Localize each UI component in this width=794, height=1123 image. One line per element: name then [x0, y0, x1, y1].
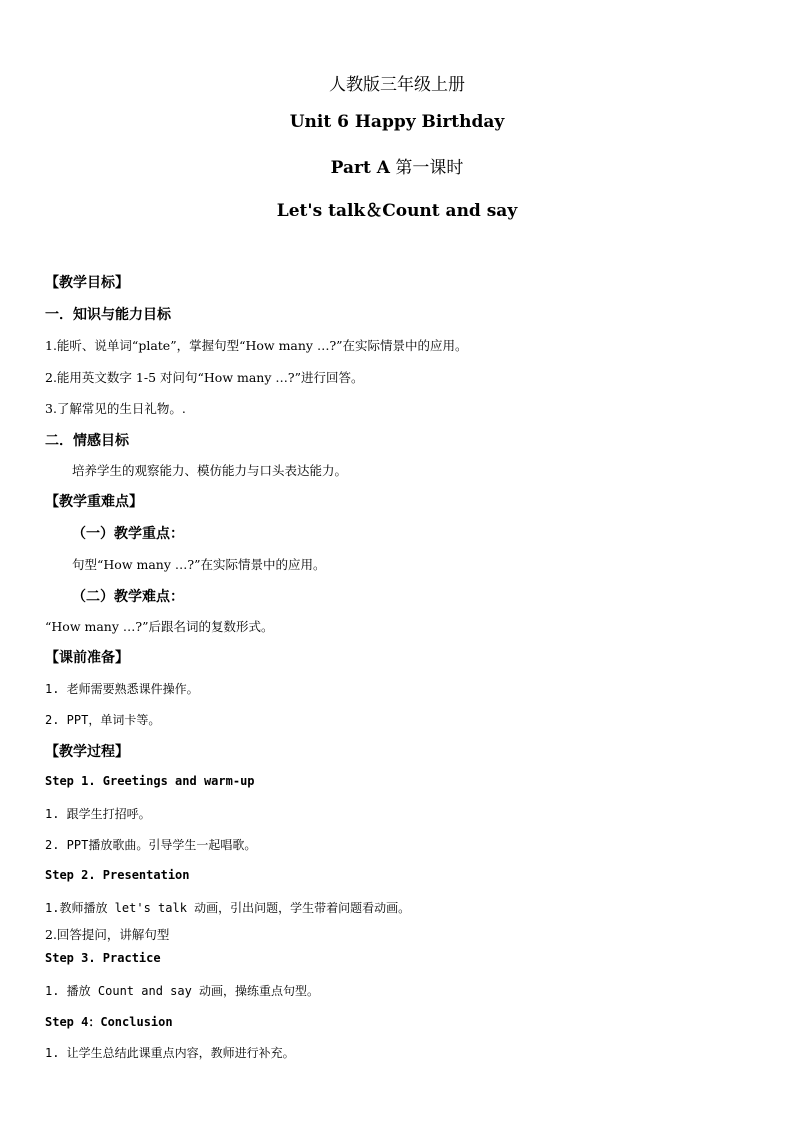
step-4-item-1: 1. 让学生总结此课重点内容，教师进行补充。 — [45, 1046, 295, 1060]
prep-item-2: 2. PPT，单词卡等。 — [45, 713, 161, 727]
emotion-item: 培养学生的观察能力、模仿能力与口头表达能力。 — [72, 463, 348, 478]
prep-heading: 【课前准备】 — [45, 650, 129, 666]
objective-item-1: 1.能听、说单词“plate”，掌握句型“How many …?”在实际情景中的应用。 — [45, 338, 468, 353]
step-2-title: Step 2. Presentation — [45, 868, 190, 882]
step-1-title: Step 1. Greetings and warm-up — [45, 774, 255, 788]
keypoints-heading: 【教学重难点】 — [45, 494, 143, 510]
step-4-title: Step 4：Conclusion — [45, 1015, 173, 1029]
lesson-part — [0, 153, 794, 178]
difficulty-heading: （二）教学难点： — [72, 589, 184, 605]
step-3-item-1: 1. 播放 Count and say 动画，操练重点句型。 — [45, 984, 320, 998]
lesson-period: 第一课时 — [389, 158, 464, 178]
objective-item-3: 3.了解常见的生日礼物。. — [45, 401, 186, 416]
step-1-item-2: 2. PPT播放歌曲。引导学生一起唱歌。 — [45, 838, 257, 852]
textbook-title: 人教版三年级上册 — [329, 75, 465, 95]
emotion-heading: 二．情感目标 — [45, 433, 129, 449]
key-point-heading: （一）教学重点： — [72, 526, 184, 542]
objectives-heading: 【教学目标】 — [45, 275, 129, 291]
unit-title: Unit 6 Happy Birthday — [289, 112, 505, 132]
difficulty-text: “How many …?”后跟名词的复数形式。 — [45, 619, 274, 634]
part-label: Part A — [330, 158, 390, 178]
key-point-text: 句型“How many …?”在实际情景中的应用。 — [72, 557, 326, 572]
knowledge-ability-heading: 一．知识与能力目标 — [45, 307, 171, 323]
process-heading: 【教学过程】 — [45, 744, 129, 760]
step-2-item-2: 2.回答提问，讲解句型 — [45, 927, 170, 942]
objective-item-2: 2.能用英文数字 1-5 对问句“How many …?”进行回答。 — [45, 370, 364, 385]
lesson-topic: Let's talk＆Count and say — [276, 201, 518, 221]
step-2-item-1: 1.教师播放 let's talk 动画，引出问题，学生带着问题看动画。 — [45, 901, 411, 915]
step-3-title: Step 3. Practice — [45, 951, 161, 965]
prep-item-1: 1. 老师需要熟悉课件操作。 — [45, 682, 199, 696]
step-1-item-1: 1. 跟学生打招呼。 — [45, 807, 151, 821]
